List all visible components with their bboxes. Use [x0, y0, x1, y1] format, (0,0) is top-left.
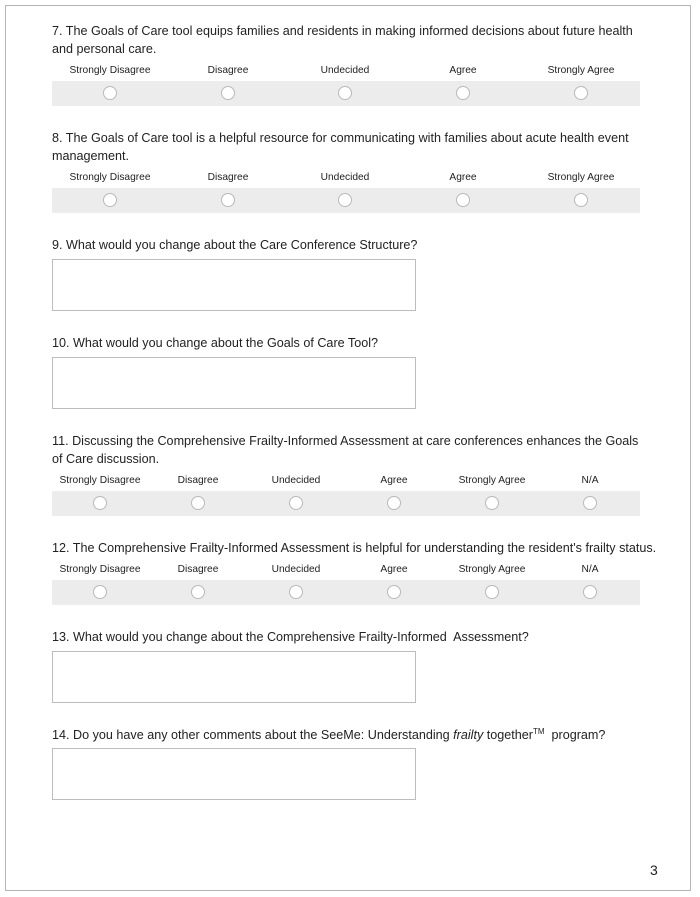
option-label: Strongly Disagree — [69, 172, 151, 183]
radio-strongly-agree[interactable] — [485, 585, 499, 599]
option-label: Strongly Disagree — [69, 65, 151, 76]
radio-strongly-disagree[interactable] — [103, 86, 117, 100]
option-label: Undecided — [320, 65, 370, 76]
option-label: Agree — [380, 475, 408, 486]
question-13-answer-field[interactable] — [52, 651, 416, 703]
radio-na[interactable] — [583, 585, 597, 599]
option-label: Disagree — [207, 65, 249, 76]
radio-disagree[interactable] — [221, 193, 235, 207]
radio-undecided[interactable] — [289, 585, 303, 599]
question-9-answer-field[interactable] — [52, 259, 416, 311]
question-10-answer-field[interactable] — [52, 357, 416, 409]
question-13-text — [52, 628, 529, 646]
radio-agree[interactable] — [387, 585, 401, 599]
option-label: Undecided — [271, 564, 321, 575]
question-14-text-end: program? — [544, 728, 606, 742]
option-label: Strongly Agree — [547, 172, 615, 183]
option-label: Disagree — [207, 172, 249, 183]
page-top-border — [5, 5, 691, 6]
trademark-superscript: TM — [532, 727, 545, 736]
radio-strongly-disagree[interactable] — [93, 496, 107, 510]
scale-labels — [52, 65, 640, 78]
radio-disagree[interactable] — [191, 496, 205, 510]
option-label: N/A — [581, 564, 599, 575]
radio-row — [52, 188, 640, 213]
scale-labels — [52, 564, 640, 577]
radio-strongly-disagree[interactable] — [103, 193, 117, 207]
question-7-scale — [52, 65, 640, 106]
radio-strongly-disagree[interactable] — [93, 585, 107, 599]
option-label: Disagree — [177, 564, 219, 575]
question-14-text-italic: frailty — [453, 728, 484, 742]
option-label: Agree — [449, 65, 477, 76]
question-13-text-content: 13. What would you change about the Comprehensive Frailty-Informed Assessment? — [52, 630, 529, 644]
radio-agree[interactable] — [387, 496, 401, 510]
page-number: 3 — [650, 862, 658, 878]
radio-agree[interactable] — [456, 193, 470, 207]
question-12-scale — [52, 564, 640, 605]
question-8-scale — [52, 172, 640, 213]
radio-disagree[interactable] — [191, 585, 205, 599]
radio-strongly-agree[interactable] — [574, 193, 588, 207]
radio-strongly-agree[interactable] — [485, 496, 499, 510]
question-8-text: 8. The Goals of Care tool is a helpful resource for communicating with families about acute health event management. — [52, 131, 629, 163]
option-label: Disagree — [177, 475, 219, 486]
question-14-text — [52, 726, 605, 744]
option-label: Undecided — [320, 172, 370, 183]
radio-agree[interactable] — [456, 86, 470, 100]
radio-undecided[interactable] — [289, 496, 303, 510]
option-label: Undecided — [271, 475, 321, 486]
option-label: Strongly Agree — [547, 65, 615, 76]
question-14-text-start: 14. Do you have any other comments about the SeeMe: Understanding — [52, 728, 454, 742]
option-label: Agree — [449, 172, 477, 183]
radio-disagree[interactable] — [221, 86, 235, 100]
question-12-text: 12. The Comprehensive Frailty-Informed Assessment is helpful for understanding the resident's frailty status. — [52, 541, 657, 555]
option-label: Agree — [380, 564, 408, 575]
radio-row — [52, 491, 640, 516]
question-14-text-middle: together — [483, 728, 533, 742]
option-label: Strongly Disagree — [59, 564, 141, 575]
scale-labels — [52, 475, 640, 488]
radio-row — [52, 580, 640, 605]
option-label: Strongly Agree — [458, 564, 526, 575]
option-label: N/A — [581, 475, 599, 486]
radio-undecided[interactable] — [338, 193, 352, 207]
scale-labels — [52, 172, 640, 185]
question-11-scale — [52, 475, 640, 516]
question-10-text: 10. What would you change about the Goals of Care Tool? — [52, 336, 379, 350]
question-7-text: 7. The Goals of Care tool equips families and residents in making informed decisions about future health and personal care. — [52, 24, 633, 56]
question-9-text: 9. What would you change about the Care Conference Structure? — [52, 238, 418, 252]
question-11-text: 11. Discussing the Comprehensive Frailty-Informed Assessment at care conferences enhances the Goals of Care discussion. — [52, 434, 639, 466]
option-label: Strongly Agree — [458, 475, 526, 486]
radio-na[interactable] — [583, 496, 597, 510]
option-label: Strongly Disagree — [59, 475, 141, 486]
question-14-answer-field[interactable] — [52, 748, 416, 800]
radio-row — [52, 81, 640, 106]
radio-undecided[interactable] — [338, 86, 352, 100]
radio-strongly-agree[interactable] — [574, 86, 588, 100]
